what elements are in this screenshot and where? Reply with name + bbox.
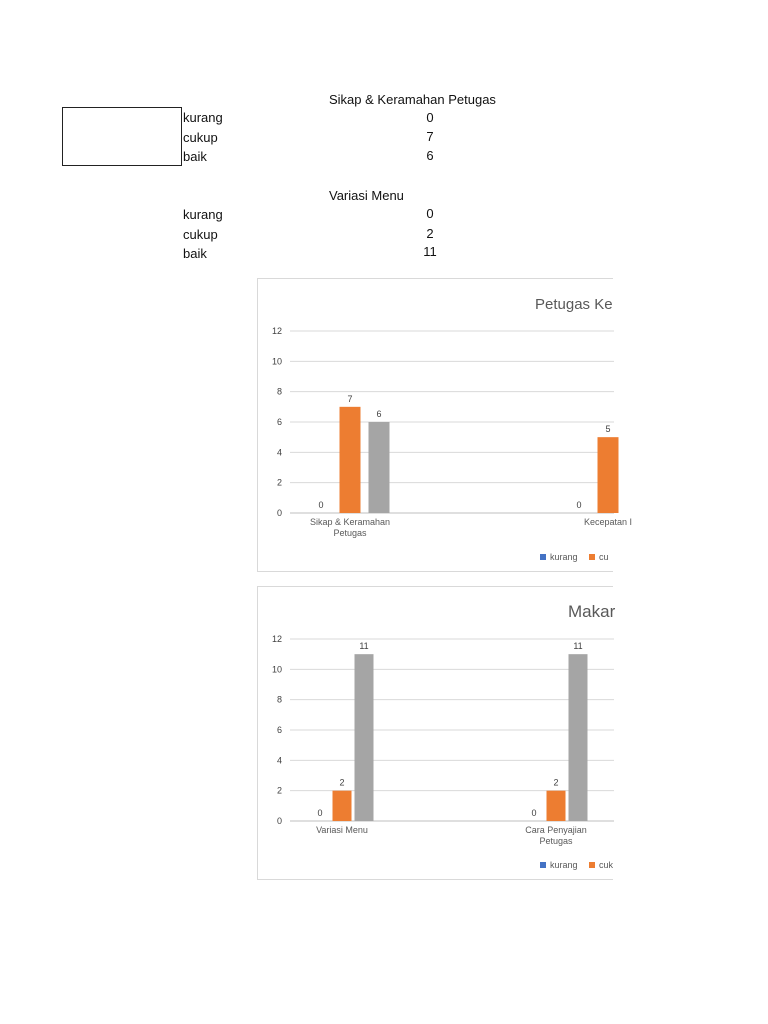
- y-tick-label: 2: [276, 477, 282, 488]
- data-label: 2: [553, 777, 559, 788]
- data-label: 0: [531, 808, 537, 818]
- category-label: Cara Penyajian: [525, 825, 587, 835]
- bar: [598, 437, 619, 513]
- table-row-label: baik: [183, 246, 207, 261]
- data-label: 0: [317, 808, 323, 818]
- category-label: Petugas: [333, 528, 367, 538]
- y-tick-label: 6: [276, 725, 282, 735]
- data-label: 7: [347, 393, 353, 404]
- data-label: 6: [376, 409, 382, 419]
- chart-svg: [258, 587, 614, 881]
- table-row-value: 0: [426, 110, 434, 125]
- y-tick-label: 10: [271, 356, 282, 367]
- data-label: 0: [576, 500, 582, 510]
- y-tick-label: 0: [276, 816, 282, 826]
- legend-label: cu: [599, 552, 609, 562]
- bar: [547, 791, 566, 821]
- table-row-value: 11: [423, 244, 437, 259]
- data-label: 5: [605, 424, 611, 435]
- chart-makanan[interactable]: [257, 586, 616, 880]
- table-row-value: 2: [426, 226, 434, 241]
- selected-cell-box[interactable]: [62, 107, 182, 166]
- category-label: Petugas: [539, 836, 573, 846]
- data-label: 11: [573, 641, 583, 652]
- chart-svg: [258, 279, 633, 573]
- y-tick-label: 12: [271, 634, 282, 644]
- y-tick-label: 10: [271, 664, 282, 675]
- y-tick-label: 4: [276, 755, 282, 766]
- y-tick-label: 6: [276, 417, 282, 427]
- table-row-label: kurang: [183, 207, 223, 222]
- category-label: Variasi Menu: [316, 825, 368, 835]
- table-row-value: 0: [426, 206, 434, 221]
- y-tick-label: 2: [276, 785, 282, 796]
- chart-title: Petugas Ke: [535, 296, 613, 313]
- category-label: Kecepatan I: [583, 517, 633, 527]
- table-row-label: cukup: [183, 130, 218, 145]
- y-tick-label: 0: [276, 508, 282, 518]
- y-tick-label: 12: [271, 326, 282, 336]
- bar: [333, 791, 352, 821]
- data-label: 11: [359, 641, 369, 652]
- table-row-value: 7: [426, 129, 434, 144]
- y-tick-label: 8: [276, 386, 282, 397]
- legend-swatch: [589, 554, 595, 560]
- table-row-label: kurang: [183, 110, 223, 125]
- category-label: Sikap & Keramahan: [309, 517, 391, 527]
- table-row-label: cukup: [183, 227, 218, 242]
- bar: [369, 422, 390, 513]
- legend-label: kurang: [550, 552, 578, 562]
- bar: [569, 654, 588, 821]
- chart-title: Makar: [568, 602, 616, 621]
- legend-swatch: [540, 554, 546, 560]
- data-label: 2: [339, 777, 345, 788]
- bar: [355, 654, 374, 821]
- table-row-value: 6: [426, 148, 434, 163]
- legend-label: cuk: [599, 860, 614, 870]
- chart-petugas[interactable]: [257, 278, 633, 572]
- table-title: Variasi Menu: [329, 188, 404, 203]
- y-tick-label: 8: [276, 694, 282, 705]
- legend-label: kurang: [550, 860, 578, 870]
- bar: [340, 407, 361, 513]
- y-tick-label: 4: [276, 447, 282, 458]
- table-row-label: baik: [183, 149, 207, 164]
- data-label: 0: [318, 500, 324, 510]
- legend-swatch: [589, 862, 595, 868]
- table-title: Sikap & Keramahan Petugas: [329, 92, 496, 107]
- legend-swatch: [540, 862, 546, 868]
